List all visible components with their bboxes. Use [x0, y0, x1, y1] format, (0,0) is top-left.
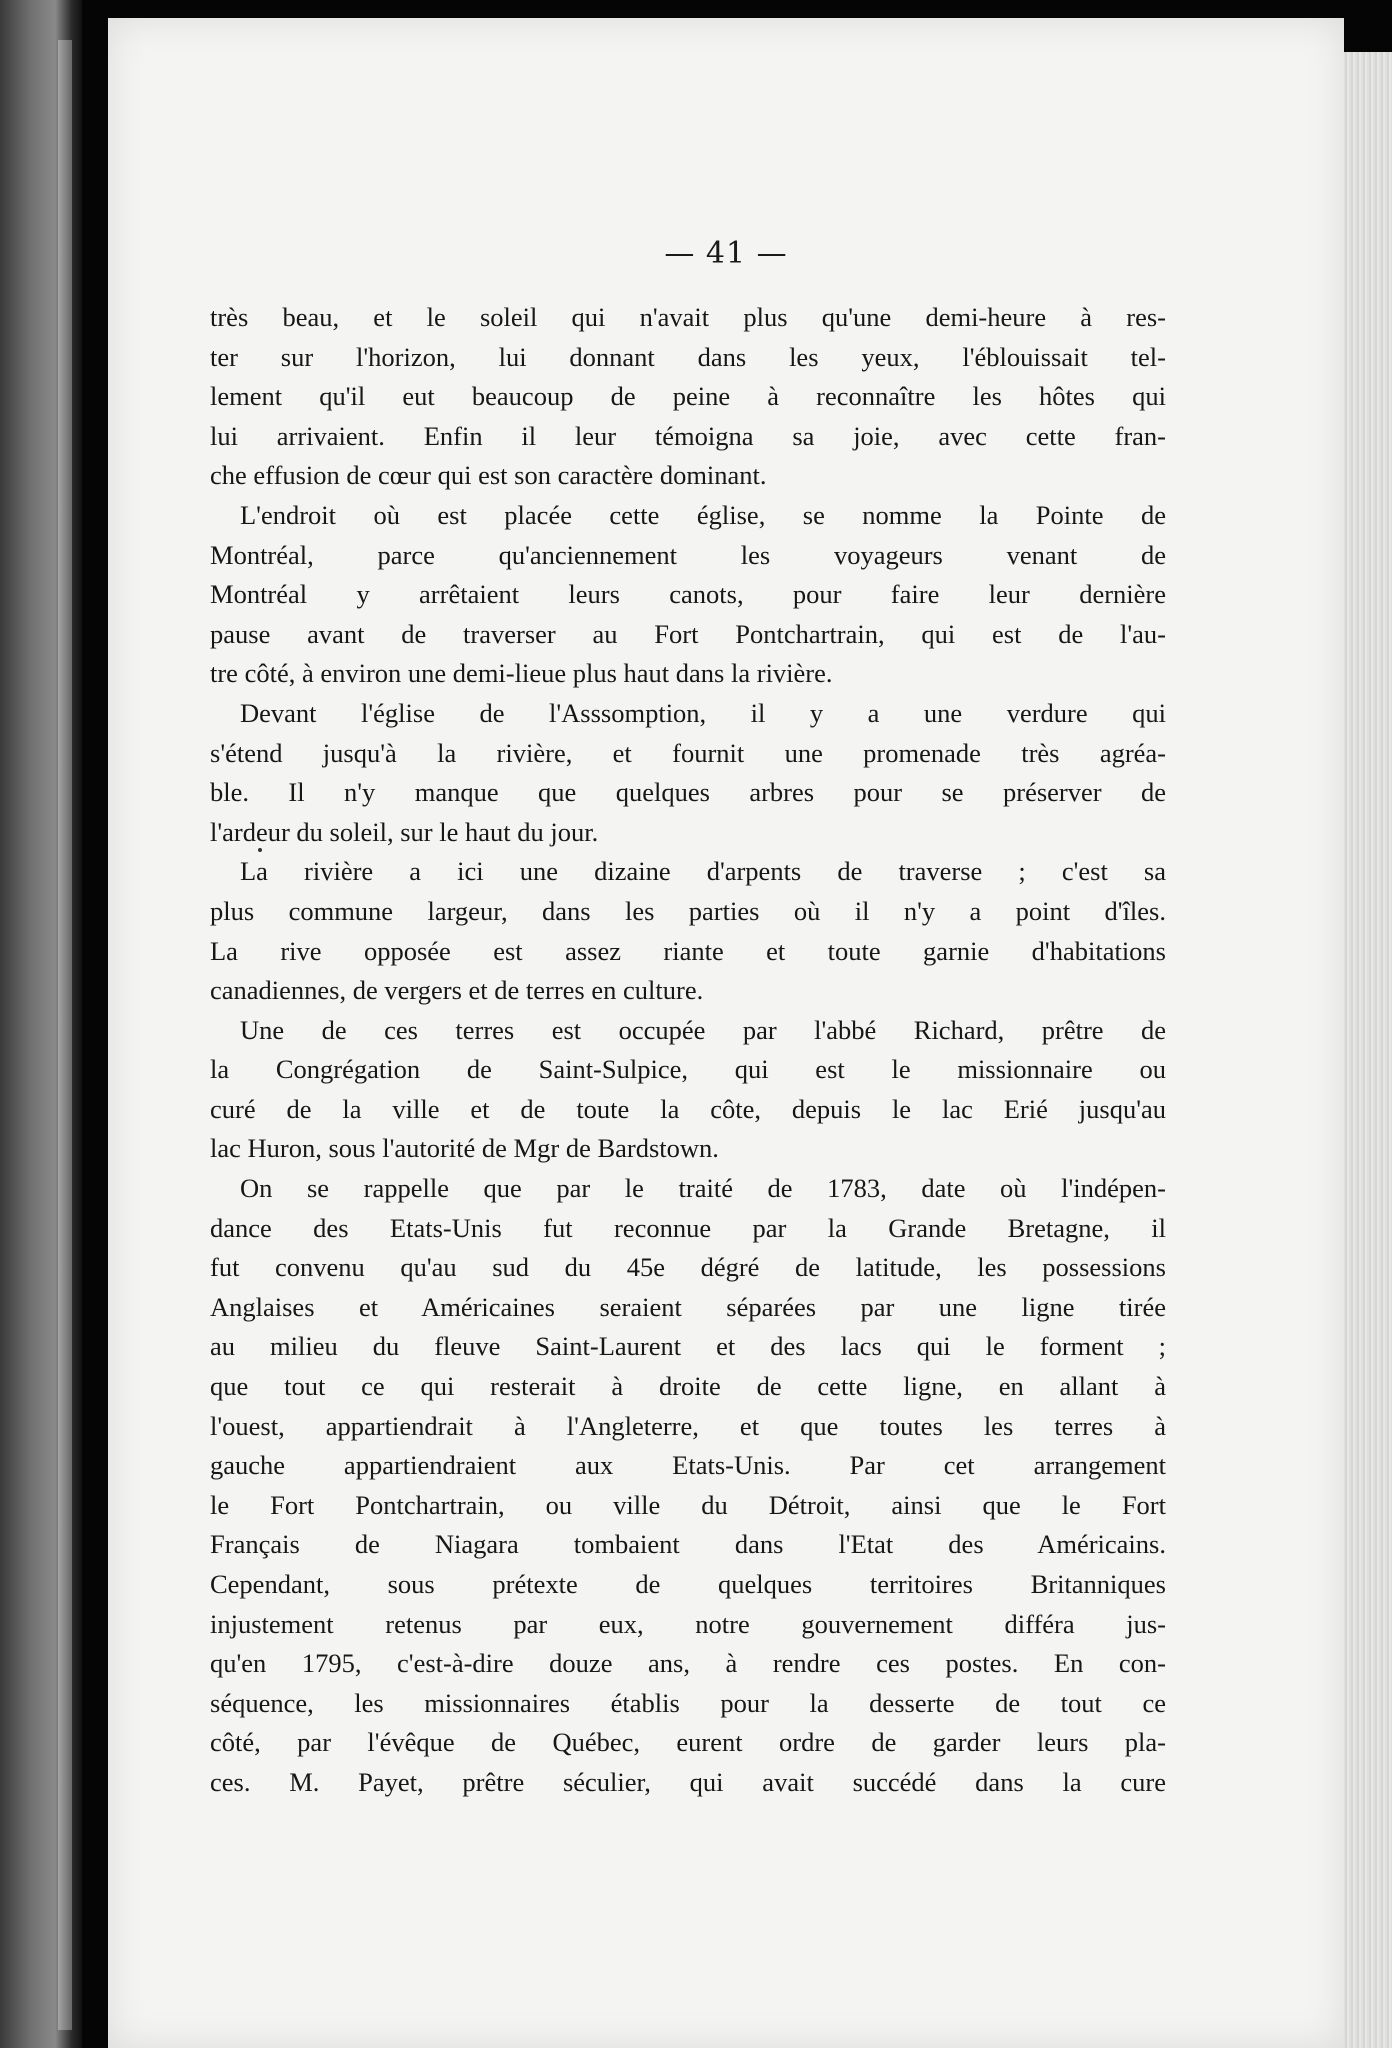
text-line: canadiennes, de vergers et de terres en culture.: [210, 975, 704, 1006]
text-line: dance des Etats-Unis fut reconnue par la Grande Bretagne, il: [210, 1212, 1166, 1243]
text-line: l'ardeur du soleil, sur le haut du jour.: [210, 816, 599, 847]
text-line: lui arrivaient. Enfin il leur témoigna sa joie, avec cette fran-: [210, 420, 1166, 451]
text-line: fut convenu qu'au sud du 45e dégré de latitude, les possessions: [210, 1252, 1166, 1283]
text-line: le Fort Pontchartrain, ou ville du Détroit, ainsi que le Fort: [210, 1489, 1166, 1520]
text-line: lement qu'il eut beaucoup de peine à reconnaître les hôtes qui: [210, 381, 1166, 412]
body-text: [210, 298, 1166, 1803]
text-line: au milieu du fleuve Saint-Laurent et des lacs qui le forment ;: [210, 1331, 1166, 1362]
text-line: que tout ce qui resterait à droite de cette ligne, en allant à: [210, 1371, 1166, 1402]
text-line: Français de Niagara tombaient dans l'Etat des Américains.: [210, 1529, 1166, 1560]
text-line: L'endroit où est placée cette église, se nomme la Pointe de: [240, 499, 1166, 530]
text-line: Devant l'église de l'Asssomption, il y a une verdure qui: [240, 697, 1166, 728]
text-line: séquence, les missionnaires établis pour la desserte de tout ce: [210, 1687, 1166, 1718]
page-number: — 41 —: [664, 236, 788, 271]
text-line: Une de ces terres est occupée par l'abbé Richard, prêtre de: [240, 1014, 1166, 1045]
text-line: ter sur l'horizon, lui donnant dans les yeux, l'éblouissait tel-: [210, 341, 1166, 372]
text-line: On se rappelle que par le traité de 1783, date où l'indépen-: [240, 1173, 1166, 1204]
text-line: très beau, et le soleil qui n'avait plus qu'une demi-heure à res-: [210, 302, 1166, 332]
text-line: Cependant, sous prétexte de quelques territoires Britanniques: [210, 1569, 1166, 1599]
text-line: curé de la ville et de toute la côte, depuis le lac Erié jusqu'au: [210, 1093, 1166, 1124]
text-line: ces. M. Payet, prêtre séculier, qui avait succédé dans la cure: [210, 1766, 1166, 1797]
text-line: s'étend jusqu'à la rivière, et fournit une promenade très agréa-: [210, 737, 1166, 768]
text-line: gauche appartiendraient aux Etats-Unis. Par cet arrangement: [210, 1450, 1166, 1481]
text-line: Montréal, parce qu'anciennement les voyageurs venant de: [210, 539, 1166, 570]
book-left-edge: [0, 0, 82, 2048]
text-line: tre côté, à environ une demi-lieue plus haut dans la rivière.: [210, 658, 833, 689]
text-line: plus commune largeur, dans les parties où il n'y a point d'îles.: [210, 895, 1166, 926]
text-line: l'ouest, appartiendrait à l'Angleterre, et que toutes les terres à: [210, 1410, 1166, 1441]
text-line: La rive opposée est assez riante et toute garnie d'habitations: [210, 935, 1166, 966]
text-line: Montréal y arrêtaient leurs canots, pour faire leur dernière: [210, 579, 1166, 610]
text-line: lac Huron, sous l'autorité de Mgr de Bardstown.: [210, 1133, 719, 1164]
scan-speck: [258, 848, 262, 852]
book-page: [108, 18, 1344, 2048]
text-line: qu'en 1795, c'est-à-dire douze ans, à rendre ces postes. En con-: [210, 1648, 1166, 1679]
text-line: ble. Il n'y manque que quelques arbres pour se préserver de: [210, 777, 1166, 808]
book-right-edge: [1344, 52, 1392, 2048]
text-line: che effusion de cœur qui est son caractère dominant.: [210, 460, 767, 491]
text-line: Anglaises et Américaines seraient séparées par une ligne tirée: [210, 1291, 1166, 1322]
text-line: pause avant de traverser au Fort Pontchartrain, qui est de l'au-: [210, 618, 1166, 649]
text-line: La rivière a ici une dizaine d'arpents de traverse ; c'est sa: [240, 856, 1166, 887]
text-line: la Congrégation de Saint-Sulpice, qui est le missionnaire ou: [210, 1054, 1166, 1085]
text-line: côté, par l'évêque de Québec, eurent ordre de garder leurs pla-: [210, 1727, 1166, 1758]
text-line: injustement retenus par eux, notre gouvernement différa jus-: [210, 1608, 1166, 1639]
